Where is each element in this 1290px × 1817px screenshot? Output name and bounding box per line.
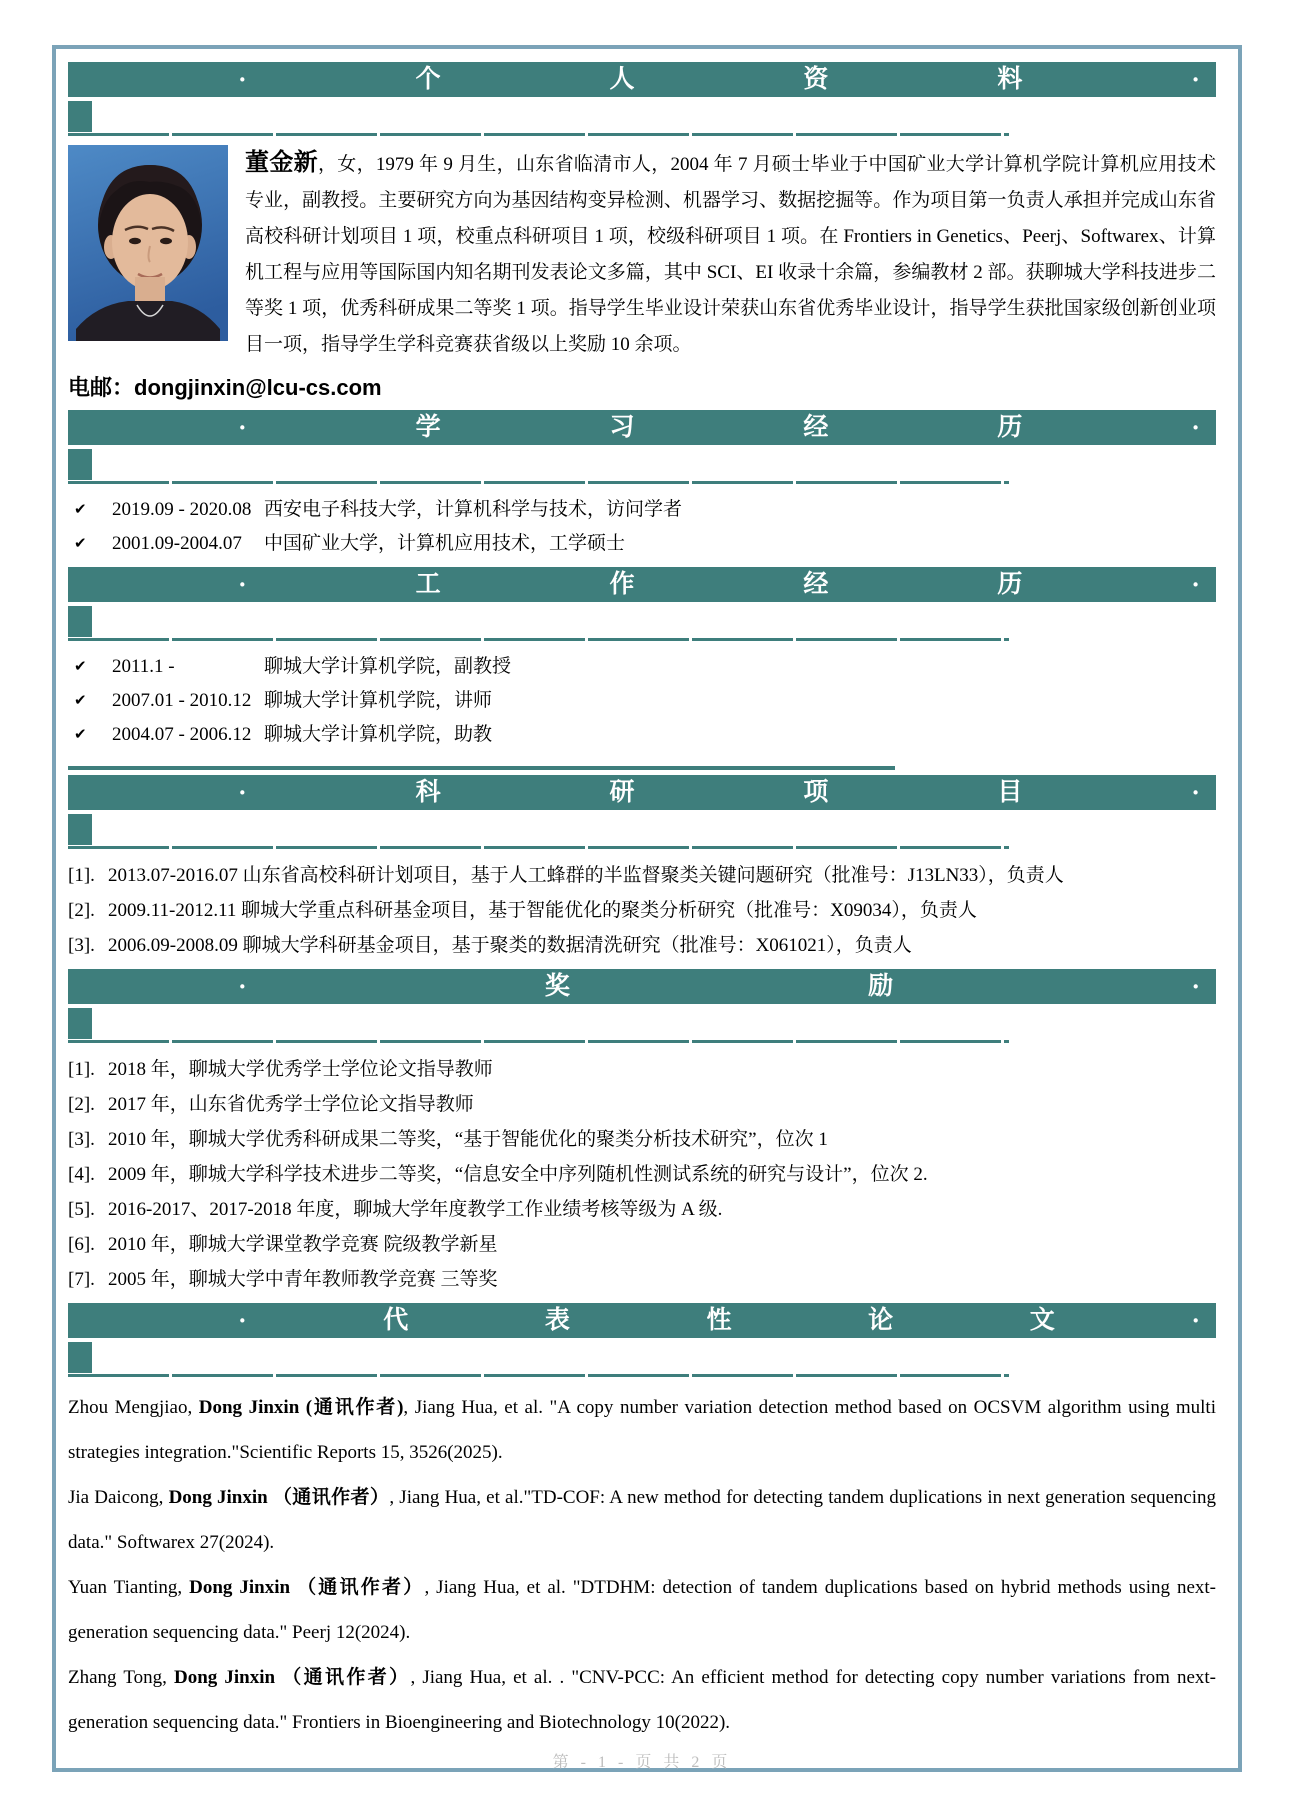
- project-text: 2006.09-2008.09 聊城大学科研基金项目，基于聚类的数据清洗研究（批准号：X061021），负责人: [108, 935, 912, 956]
- award-item: [68, 1262, 1216, 1297]
- banner-dot-right: ·: [1191, 412, 1200, 442]
- item-index: [2].: [68, 900, 95, 921]
- item-index: [1].: [68, 1059, 95, 1080]
- paper-item: [68, 1475, 1216, 1565]
- item-index: [1].: [68, 865, 95, 886]
- banner-dot-right: ·: [1191, 971, 1200, 1001]
- banner-dot-right: ·: [1191, 569, 1200, 599]
- checkmark-icon: ✔: [74, 502, 87, 518]
- work-detail: 聊城大学计算机学院，助教: [264, 724, 493, 745]
- education-item: [68, 493, 1216, 527]
- banner-dot-left: ·: [238, 412, 247, 442]
- banner-title-char: 论: [868, 1307, 894, 1334]
- checkmark-icon: ✔: [74, 659, 87, 675]
- paper-corresponding-author: Dong Jinxin （通讯作者）: [168, 1487, 390, 1508]
- section-banner-work: [68, 567, 1216, 602]
- banner-underline: [68, 1374, 1009, 1377]
- work-period: 2011.1 -: [112, 656, 175, 677]
- page-number-footer: 第 - 1 - 页 共 2 页: [552, 1754, 732, 1771]
- page-border-frame: [52, 45, 1242, 1772]
- banner-underline: [68, 481, 1009, 484]
- paper-authors-pre: Zhou Mengjiao,: [68, 1397, 199, 1418]
- page-content: [68, 62, 1217, 1771]
- education-item: [68, 527, 1216, 561]
- item-index: [4].: [68, 1164, 95, 1185]
- bio-paragraph: [245, 145, 1216, 363]
- person-name: 董金新: [245, 150, 318, 176]
- banner-title-char: 个: [415, 66, 441, 93]
- banner-title-char: 科: [415, 779, 441, 806]
- award-item: [68, 1227, 1216, 1262]
- banner-square-decor: [68, 449, 92, 480]
- banner-underline: [68, 133, 1009, 136]
- banner-dot-right: ·: [1191, 1305, 1200, 1335]
- banner-square-decor: [68, 814, 92, 845]
- paper-citation: , Jiang Hua, et al. . "CNV-PCC: An efficient method for detecting copy number variations from next-generation sequencing data." Frontiers in Bioengineering and Biotechnology 10(2022).: [68, 1667, 1217, 1733]
- paper-authors-pre: Jia Daicong,: [68, 1487, 169, 1508]
- award-item: [68, 1157, 1216, 1192]
- work-item: [68, 650, 1216, 684]
- banner-title-char: 项: [803, 779, 829, 806]
- project-item: [68, 928, 1216, 963]
- banner-title-char: 经: [803, 571, 829, 598]
- banner-title-char: 工: [415, 571, 441, 598]
- email-value: dongjinxin@lcu-cs.com: [134, 375, 382, 400]
- banner-title-char: 表: [544, 1307, 570, 1334]
- work-detail: 聊城大学计算机学院，讲师: [264, 690, 493, 711]
- banner-title-char: 经: [803, 414, 829, 441]
- banner-title-char: 励: [868, 973, 894, 1000]
- work-list: [68, 650, 1216, 752]
- paper-authors-pre: Yuan Tianting,: [68, 1577, 190, 1598]
- award-text: 2017 年，山东省优秀学士学位论文指导教师: [108, 1094, 474, 1115]
- banner-title-char: 文: [1029, 1307, 1055, 1334]
- banner-dot-left: ·: [238, 971, 247, 1001]
- paper-item: [68, 1565, 1216, 1655]
- banner-title-char: 人: [609, 66, 635, 93]
- work-detail: 聊城大学计算机学院，副教授: [264, 656, 512, 677]
- banner-square-decor: [68, 606, 92, 637]
- section-banner-profile: [68, 62, 1216, 97]
- paper-corresponding-author: Dong Jinxin （通讯作者）: [173, 1667, 411, 1688]
- award-item: [68, 1087, 1216, 1122]
- project-item: [68, 893, 1216, 928]
- paper-item: [68, 1385, 1216, 1475]
- award-item: [68, 1052, 1216, 1087]
- checkmark-icon: ✔: [74, 536, 87, 552]
- portrait-illustration: [68, 145, 228, 341]
- work-period: 2004.07 - 2006.12: [112, 724, 252, 745]
- banner-title-char: 历: [997, 571, 1023, 598]
- banner-underline-row: [68, 813, 1216, 849]
- paper-list: [68, 1385, 1216, 1745]
- banner-dot-left: ·: [238, 1305, 247, 1335]
- email-label: 电邮：: [68, 375, 135, 400]
- award-item: [68, 1192, 1216, 1227]
- education-detail: 中国矿业大学，计算机应用技术，工学硕士: [264, 533, 626, 554]
- banner-square-decor: [68, 1008, 92, 1039]
- banner-title-char: 奖: [544, 973, 570, 1000]
- award-item: [68, 1122, 1216, 1157]
- paper-citation: , Jiang Hua, et al."TD-COF: A new method for detecting tandem duplications in next generation sequencing data." Softwarex 27(2024).: [68, 1487, 1216, 1553]
- banner-title-char: 目: [997, 779, 1023, 806]
- banner-underline-row: [68, 1007, 1216, 1043]
- banner-title-char: 料: [997, 66, 1023, 93]
- section-banner-awards: [68, 969, 1216, 1004]
- project-item: [68, 858, 1216, 893]
- paper-citation: , Jiang Hua, et al. "DTDHM: detection of tandem duplications based on hybrid methods using next-generation sequencing data." Peerj 12(2024).: [68, 1577, 1217, 1643]
- profile-block: [68, 145, 1216, 363]
- work-period: 2007.01 - 2010.12: [112, 690, 252, 711]
- banner-title-char: 研: [609, 779, 635, 806]
- banner-title-char: 学: [415, 414, 441, 441]
- education-period: 2001.09-2004.07: [112, 533, 242, 554]
- banner-underline: [68, 638, 1009, 641]
- banner-dot-left: ·: [238, 64, 247, 94]
- banner-underline: [68, 1040, 1009, 1043]
- work-item: [68, 684, 1216, 718]
- banner-title-char: 习: [609, 414, 635, 441]
- education-list: [68, 493, 1216, 561]
- banner-title-char: 代: [383, 1307, 409, 1334]
- award-text: 2010 年，聊城大学课堂教学竞赛 院级教学新星: [108, 1234, 498, 1255]
- banner-dot-left: ·: [238, 777, 247, 807]
- item-index: [7].: [68, 1269, 95, 1290]
- award-text: 2010 年，聊城大学优秀科研成果二等奖，“基于智能优化的聚类分析技术研究”，位次 1: [108, 1129, 828, 1150]
- paper-corresponding-author: Dong Jinxin （通讯作者）: [189, 1577, 425, 1598]
- education-detail: 西安电子科技大学，计算机科学与技术，访问学者: [264, 499, 683, 520]
- banner-square-decor: [68, 1342, 92, 1373]
- item-index: [5].: [68, 1199, 95, 1220]
- project-text: 2009.11-2012.11 聊城大学重点科研基金项目，基于智能优化的聚类分析研究（批准号：X09034），负责人: [108, 900, 977, 921]
- banner-dot-right: ·: [1191, 64, 1200, 94]
- award-text: 2016-2017、2017-2018 年度，聊城大学年度教学工作业绩考核等级为 A 级.: [108, 1199, 723, 1220]
- project-list: [68, 858, 1216, 963]
- banner-title-char: 资: [803, 66, 829, 93]
- banner-underline-row: [68, 100, 1216, 136]
- checkmark-icon: ✔: [74, 727, 87, 743]
- paper-authors-pre: Zhang Tong,: [68, 1667, 174, 1688]
- item-index: [6].: [68, 1234, 95, 1255]
- banner-underline: [68, 846, 1009, 849]
- award-text: 2005 年，聊城大学中青年教师教学竞赛 三等奖: [108, 1269, 498, 1290]
- education-period: 2019.09 - 2020.08: [112, 499, 252, 520]
- item-index: [3].: [68, 935, 95, 956]
- banner-underline-row: [68, 605, 1216, 641]
- section-banner-projects: [68, 775, 1216, 810]
- checkmark-icon: ✔: [74, 693, 87, 709]
- bio-text: ，女，1979 年 9 月生，山东省临清市人，2004 年 7 月硕士毕业于中国矿业大学计算机学院计算机应用技术专业，副教授。主要研究方向为基因结构变异检测、机器学习、数据挖掘等。作为项目第一负责人承担并完成山东省高校科研计划项目 1 项，校重点科研项目 1 项，校级科研项目 1 项。在 Frontiers in Genetics、Peerj、Softwarex、计算机工程与应用等国际国内知名期刊发表论文多篇，其中 SCI、EI 收录十余篇，参编教材 2 部。获聊城大学科技进步二等奖 1 项，优秀科研成果二等奖 1 项。指导学生毕业设计荣获山东省优秀毕业设计，指导学生获批国家级创新创业项目一项，指导学生学科竞赛获省级以上奖励 10 余项。: [245, 154, 1216, 355]
- item-index: [3].: [68, 1129, 95, 1150]
- award-list: [68, 1052, 1216, 1297]
- banner-underline-row: [68, 1341, 1216, 1377]
- award-text: 2018 年，聊城大学优秀学士学位论文指导教师: [108, 1059, 493, 1080]
- work-item: [68, 718, 1216, 752]
- paper-item: [68, 1655, 1216, 1745]
- item-index: [2].: [68, 1094, 95, 1115]
- banner-title-char: 作: [609, 571, 635, 598]
- email-line: [68, 371, 1216, 402]
- project-text: 2013.07-2016.07 山东省高校科研计划项目，基于人工蜂群的半监督聚类关键问题研究（批准号：J13LN33），负责人: [108, 865, 1064, 886]
- section-banner-papers: [68, 1303, 1216, 1338]
- divider-line: [68, 766, 895, 770]
- paper-citation: , Jiang Hua, et al. "A copy number variation detection method based on OCSVM algorithm using multi strategies integration."Scientific Reports 15, 3526(2025).: [68, 1397, 1216, 1463]
- award-text: 2009 年，聊城大学科学技术进步二等奖，“信息安全中序列随机性测试系统的研究与设计”，位次 2.: [108, 1164, 928, 1185]
- paper-corresponding-author: Dong Jinxin (通讯作者): [198, 1397, 404, 1418]
- section-banner-education: [68, 410, 1216, 445]
- banner-dot-right: ·: [1191, 777, 1200, 807]
- banner-title-char: 历: [997, 414, 1023, 441]
- banner-title-char: 性: [706, 1307, 732, 1334]
- banner-underline-row: [68, 448, 1216, 484]
- banner-square-decor: [68, 101, 92, 132]
- portrait-photo: [68, 145, 228, 341]
- banner-dot-left: ·: [238, 569, 247, 599]
